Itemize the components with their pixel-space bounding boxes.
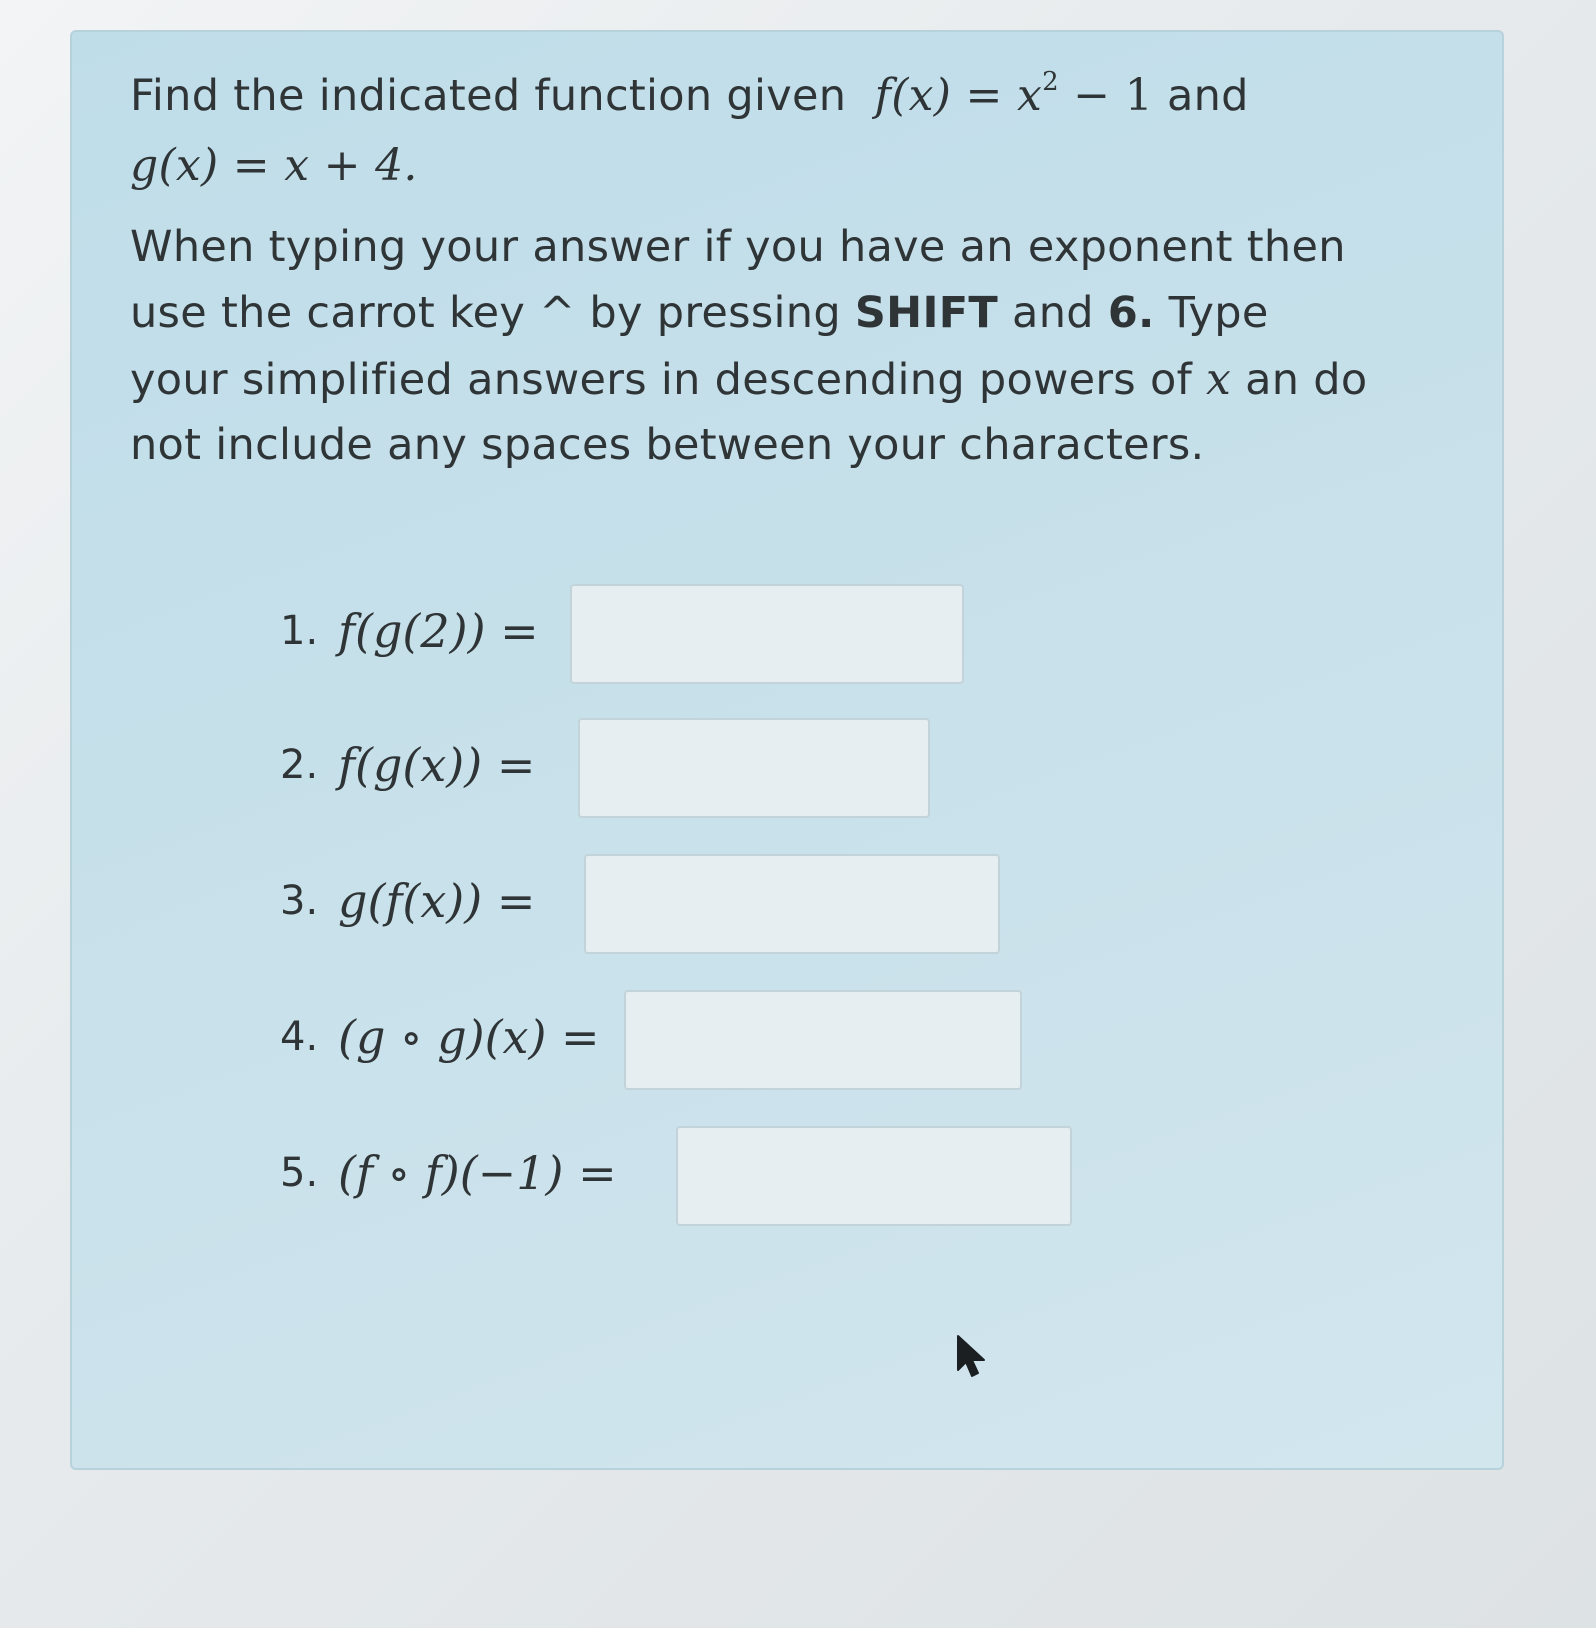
f-exponent: 2	[1042, 67, 1059, 98]
answer-input-2[interactable]	[578, 718, 930, 818]
answer-input-4[interactable]	[624, 990, 1022, 1090]
intro-line-1	[130, 67, 1249, 121]
answer-input-5[interactable]	[676, 1126, 1072, 1226]
f-definition-tail: − 1	[1058, 70, 1153, 121]
problem-number: 2.	[280, 742, 319, 788]
instructions-line-2-a: use the carrot key ^ by pressing	[130, 288, 855, 338]
instructions-line-4: not include any spaces between your characters.	[130, 420, 1205, 470]
instructions-line-3-a: your simplified answers in descending powers of	[130, 355, 1206, 405]
answer-input-3[interactable]	[584, 854, 1000, 954]
answer-input-1[interactable]	[570, 584, 964, 684]
problem-expression: (f ∘ f)(−1) =	[338, 1146, 617, 1200]
x-variable: x	[1205, 354, 1232, 405]
question-panel	[70, 30, 1504, 1470]
instructions-line-2-c: Type	[1154, 288, 1269, 338]
instructions-line-3	[130, 354, 1367, 405]
problem-expression: (g ∘ g)(x) =	[338, 1010, 600, 1064]
problem-number: 1.	[280, 608, 319, 654]
instructions-line-2	[130, 288, 1269, 338]
intro-text: Find the indicated function given	[130, 71, 847, 121]
instructions-line-3-b: an do	[1231, 355, 1368, 405]
f-definition	[860, 67, 1153, 121]
problem-number: 3.	[280, 878, 319, 924]
instructions-line-2-b: and	[998, 288, 1108, 338]
problem-expression: g(f(x)) =	[338, 874, 536, 928]
shift-key-text: SHIFT	[854, 288, 999, 338]
problem-number: 4.	[280, 1014, 319, 1060]
problem-expression: f(g(x)) =	[338, 738, 536, 792]
f-definition-body: f(x) = x	[874, 70, 1043, 121]
mouse-pointer-icon	[956, 1334, 988, 1382]
problem-number: 5.	[280, 1150, 319, 1196]
instructions-line-1: When typing your answer if you have an exponent then	[130, 222, 1346, 272]
problem-expression: f(g(2)) =	[338, 604, 539, 658]
g-definition: g(x) = x + 4.	[130, 140, 418, 191]
six-key-text: 6.	[1107, 288, 1155, 338]
intro-and: and	[1166, 71, 1249, 121]
